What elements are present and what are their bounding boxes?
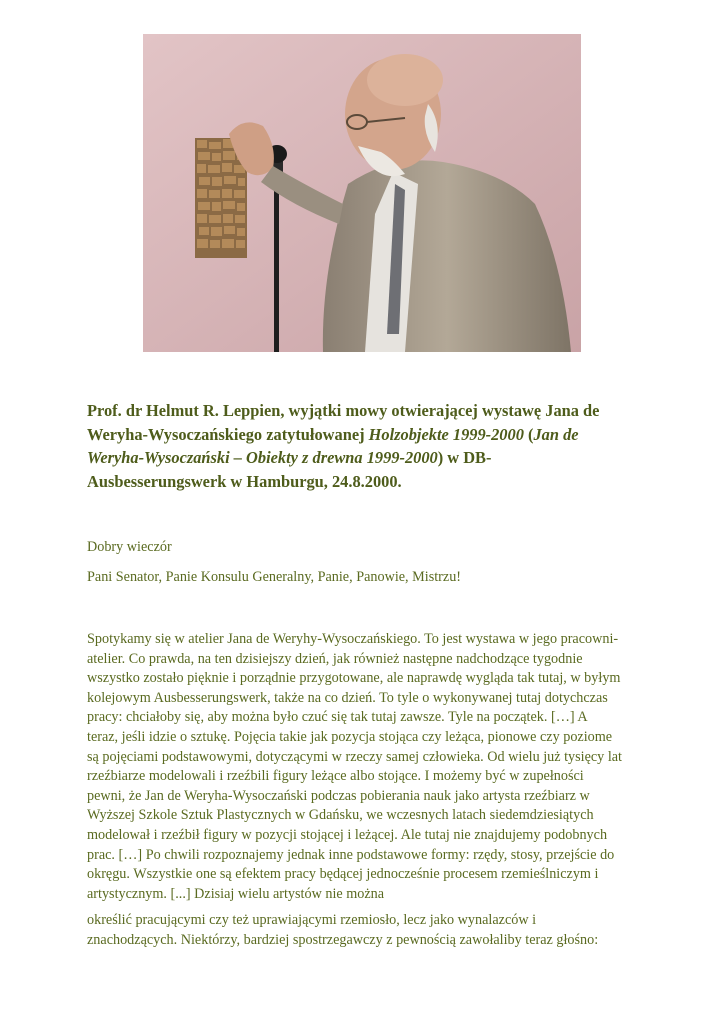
- greeting: Dobry wieczór: [87, 539, 172, 555]
- paragraph-line: pracy: chciałoby się, aby można było czuć się tak tutaj zawsze. Tyle na początek. […] A: [87, 709, 588, 726]
- paragraph-line: określić pracującymi czy też uprawiającymi rzemiosło, lecz jako wynalazców i: [87, 912, 537, 928]
- paragraph-line: okręgu. Wszystkie one są efektem pracy będącej jednocześnie procesem rzemieślniczym i: [87, 866, 599, 883]
- paragraph-line: Spotykamy się w atelier Jana de Weryhy-Wysoczańskiego. To jest wystawa w jego pracowni-: [87, 631, 619, 647]
- paragraph-line: są pojęciami podstawowymi, dotyczącymi w rzeczy samej człowieka. Od wielu już tysięcy lat: [87, 748, 623, 765]
- body-paragraph-1: [87, 630, 647, 904]
- heading-text: (: [523, 424, 534, 444]
- paragraph-line: pewni, że Jan de Weryha-Wysoczański podczas pobierania nauk jako artysta rzeźbiarz w: [87, 787, 590, 804]
- photo-of-speaker-icon: [143, 34, 581, 352]
- heading-line-4: Ausbesserungswerk w Hamburgu, 24.8.2000.: [87, 471, 402, 491]
- body-paragraph-2: [87, 911, 647, 950]
- salutation: Pani Senator, Panie Konsulu Generalny, Panie, Panowie, Mistrzu!: [87, 569, 462, 585]
- exhibition-title-pl: Jan de: [533, 424, 579, 444]
- heading-text: Weryha-Wysoczańskiego zatytułowanej: [87, 424, 369, 444]
- speaker-photo: [143, 34, 581, 352]
- paragraph-line: teraz, jeśli idzie o sztukę. Pojęcia takie jak pozycja stojąca czy leżąca, pionowe czy poziome: [87, 728, 613, 745]
- document-heading: [87, 399, 647, 493]
- heading-line-1: Prof. dr Helmut R. Leppien, wyjątki mowy otwierającej wystawę Jana de: [87, 401, 600, 420]
- paragraph-line: Wyższej Szkole Sztuk Plastycznych w Gdańsku, we wczesnych latach siedemdziesiątych: [87, 807, 594, 824]
- exhibition-title-de: Holzobjekte 1999-2000: [368, 424, 524, 444]
- exhibition-title-pl: Weryha-Wysoczański – Obiekty z drewna 1999-2000: [87, 448, 438, 468]
- paragraph-line: atelier. Co prawda, na ten dzisiejszy dzień, jak również następne nadchodzące tygodnie: [87, 650, 583, 667]
- heading-text: ) w DB-: [437, 448, 492, 468]
- heading-line-2: [87, 423, 647, 447]
- paragraph-line: rzeźbiarze modelowali i rzeźbili figury leżące albo stojące. I możemy być w zupełności: [87, 768, 584, 785]
- heading-line-3: [87, 446, 647, 470]
- paragraph-line: kolejowym Ausbesserungswerk, także na co dzień. To tyle o wykonywanej tutaj dotychczas: [87, 689, 608, 706]
- paragraph-line: modelował i rzeźbił figury w pozycji stojącej i leżącej. Ale tutaj nie znajdujemy podobnych: [87, 826, 608, 843]
- paragraph-line: znachodzących. Niektórzy, bardziej spostrzegawczy z pewnością zawołaliby teraz głośno:: [87, 931, 599, 948]
- paragraph-line: wszystko zostało pięknie i porządnie przygotowane, ale naprawdę wygląda tak tutaj, w byłym: [87, 670, 621, 687]
- paragraph-line: artystycznym. [...] Dzisiaj wielu artystów nie można: [87, 885, 385, 902]
- paragraph-line: prac. […] Po chwili rozpoznajemy jednak inne podstawowe formy: rzędy, stosy, przejście do: [87, 846, 615, 863]
